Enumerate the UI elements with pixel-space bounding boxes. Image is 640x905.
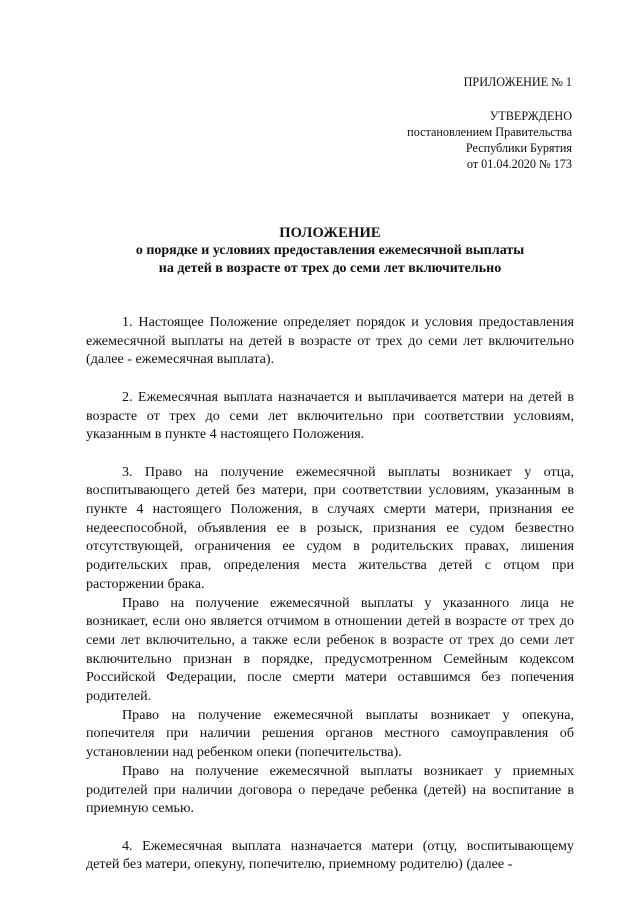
paragraph-1: 1. Настоящее Положение определяет порядок и условия предоставления ежемесячной выплаты на детей в возрасте от трех до семи лет включительно (далее - ежемесячная выплата). [86,314,574,368]
title-line-2: на детей в возрасте от трех до семи лет включительно [158,261,502,276]
paragraph-4: 4. Ежемесячная выплата назначается матери (отцу, воспитывающему детей без матери, опекуну, попечителю, приемному родителю) (далее - [86,837,574,873]
republic-line: Республики Бурятия [465,141,572,155]
approval-block [407,108,572,172]
approved-label: УТВЕРЖДЕНО [489,109,572,123]
document-title [80,224,580,278]
paragraph-3-foster: Право на получение ежемесячной выплаты возникает у приемных родителей при наличии договора о передаче ребенка (детей) на воспитание в приемную семью. [86,762,574,817]
title-main: ПОЛОЖЕНИЕ [279,225,381,241]
appendix-header [464,74,572,90]
paragraph-3-stepfather: Право на получение ежемесячной выплаты у указанного лица не возникает, если оно является отчимом в отношении детей в возрасте от трех до семи лет включительно, а также если ребенок в возрасте от трех до семи лет включительно признан в порядке, предусмотренном Семейным кодексом Российской Федерации, после смерти матери оставшимся без попечения родителей. [86,594,574,705]
paragraph-3-guardian: Право на получение ежемесячной выплаты возникает у опекуна, попечителя при наличии решения органов местного самоуправления об установлении над ребенком опеки (попечительства). [86,706,574,761]
title-line-1: о порядке и условиях предоставления ежемесячной выплаты [135,243,525,258]
paragraph-2: 2. Ежемесячная выплата назначается и выплачивается матери на детей в возрасте от трех до семи лет включительно при соответствии условиям, указанным в пункте 4 настоящего Положения. [86,388,574,443]
date-number-line: от 01.04.2020 № 173 [466,157,572,171]
decree-line: постановлением Правительства [407,125,572,139]
paragraph-3: 3. Право на получение ежемесячной выплаты возникает у отца, воспитывающего детей без матери, при соответствии условиям, указанным в пункте 4 настоящего Положения, в случаях смерти матери, признания ее недееспособной, объявления ее в розыск, признания ее судом безвестно отсутствующей, ограничения ее судом в родительских правах, лишения родительских прав, определения места жительства детей с отцом при расторжении брака. [86,463,574,592]
appendix-number: ПРИЛОЖЕНИЕ № 1 [463,75,572,89]
document-body [86,313,574,874]
